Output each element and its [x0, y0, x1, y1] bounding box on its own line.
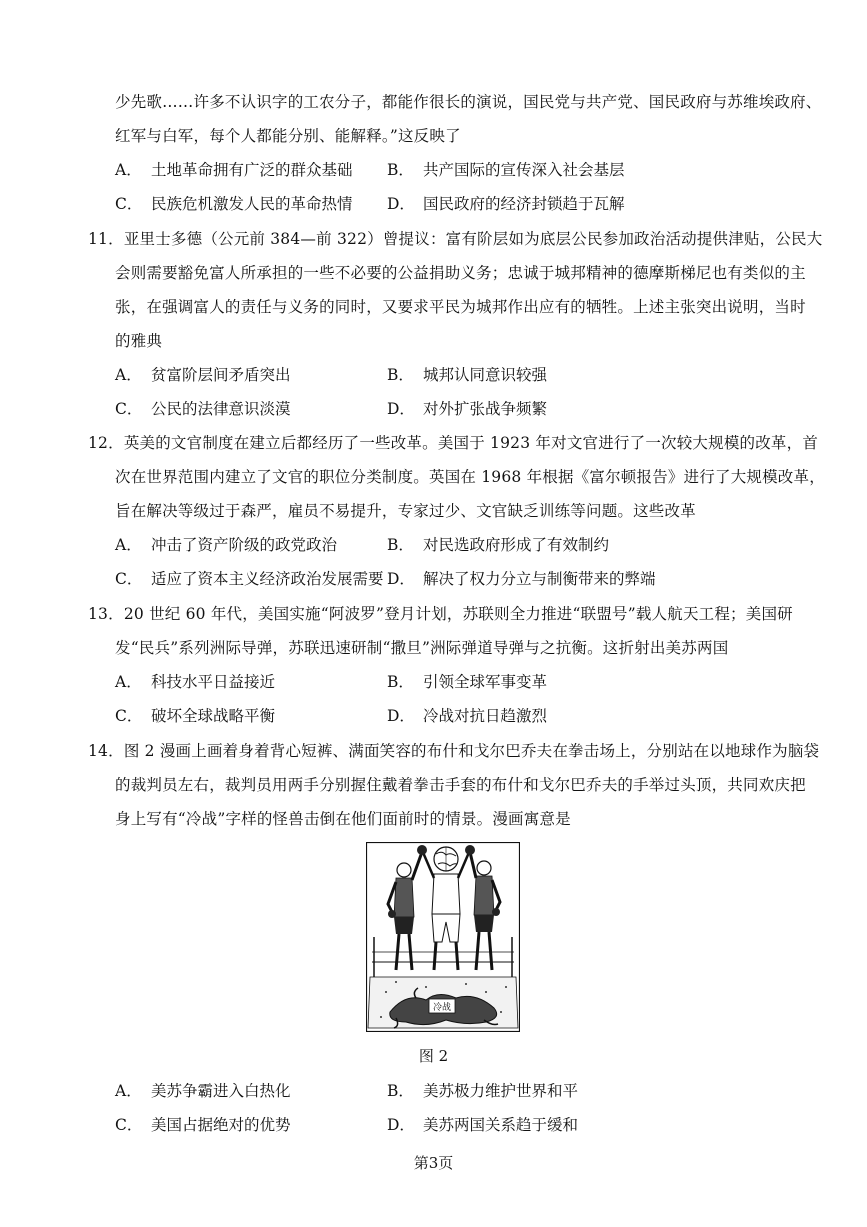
q11-line-4: 的雅典 — [115, 332, 163, 350]
figure-caption: 图 2 — [418, 1047, 449, 1065]
q12-line-3: 旨在解决等级过于森严，雇员不易提升，专家过少、文官缺乏训练等问题。这些改革 — [115, 502, 696, 520]
q14-option-d: D． 美苏两国关系趋于缓和 — [387, 1116, 579, 1134]
q14-option-c: C． 美国占据绝对的优势 — [115, 1116, 291, 1134]
q13-option-c: C． 破坏全球战略平衡 — [115, 707, 276, 725]
q11-option-d: D． 对外扩张战争频繁 — [387, 400, 548, 418]
q12-option-b: B． 对民选政府形成了有效制约 — [387, 536, 610, 554]
q13-option-d: D． 冷战对抗日趋激烈 — [387, 707, 548, 725]
q14-option-b: B． 美苏极力维护世界和平 — [387, 1082, 579, 1100]
q10-option-a: A． 土地革命拥有广泛的群众基础 — [115, 161, 353, 179]
q13-option-a: A． 科技水平日益接近 — [115, 673, 276, 691]
q11-option-c: C． 公民的法律意识淡漠 — [115, 400, 291, 418]
q10-option-b: B． 共产国际的宣传深入社会基层 — [387, 161, 625, 179]
page-number: 第3页 — [413, 1154, 454, 1172]
q13-option-b: B． 引领全球军事变革 — [387, 673, 548, 691]
q10-option-c: C． 民族危机激发人民的革命热情 — [115, 195, 353, 213]
q13-line-2: 发“民兵”系列洲际导弹，苏联迅速研制“撒旦”洲际弹道导弹与之抗衡。这折射出美苏两国 — [115, 639, 729, 657]
cartoon-cold-war-label: 冷战 — [432, 1003, 452, 1013]
q12-option-a: A． 冲击了资产阶级的政党政治 — [115, 536, 338, 554]
q10-line-1: 少先歌……许多不认识字的工农分子，都能作很长的演说，国民党与共产党、国民政府与苏维埃政府、 — [115, 93, 822, 111]
q11-line-3: 张，在强调富人的责任与义务的同时，又要求平民为城邦作出应有的牺牲。上述主张突出说明，当时 — [115, 298, 806, 316]
q12-option-d: D． 解决了权力分立与制衡带来的弊端 — [387, 570, 656, 588]
q11-option-b: B． 城邦认同意识较强 — [387, 366, 548, 384]
q14-line-3: 身上写有“冷战”字样的怪兽击倒在他们面前时的情景。漫画寓意是 — [115, 810, 571, 828]
cold-war-cartoon — [366, 842, 520, 1032]
q10-line-2: 红军与白军，每个人都能分别、能解释。”这反映了 — [115, 127, 461, 145]
q12-option-c: C． 适应了资本主义经济政治发展需要 — [115, 570, 384, 588]
q11-line-1: 11．亚里士多德（公元前 384—前 322）曾提议：富有阶层如为底层公民参加政治活动提供津贴，公民大 — [88, 230, 823, 248]
q14-line-2: 的裁判员左右，裁判员用两手分别握住戴着拳击手套的布什和戈尔巴乔夫的手举过头顶，共同欢庆把 — [115, 776, 806, 794]
q13-line-1: 13．20 世纪 60 年代，美国实施“阿波罗”登月计划，苏联则全力推进“联盟号”载人航天工程；美国研 — [88, 605, 793, 623]
q11-line-2: 会则需要豁免富人所承担的一些不必要的公益捐助义务；忠诚于城邦精神的德摩斯梯尼也有类似的主 — [115, 264, 806, 282]
q12-line-1: 12．英美的文官制度在建立后都经历了一些改革。美国于 1923 年对文官进行了一次较大规模的改革，首 — [88, 434, 819, 452]
q14-line-1: 14．图 2 漫画上画着身着背心短裤、满面笑容的布什和戈尔巴乔夫在拳击场上，分别站在以地球作为脑袋 — [88, 742, 820, 760]
q10-option-d: D． 国民政府的经济封锁趋于瓦解 — [387, 195, 625, 213]
q11-option-a: A． 贫富阶层间矛盾突出 — [115, 366, 291, 384]
q12-line-2: 次在世界范围内建立了文官的职位分类制度。英国在 1968 年根据《富尔顿报告》进行了大规模改革， — [115, 468, 825, 486]
q14-option-a: A． 美苏争霸进入白热化 — [115, 1082, 291, 1100]
